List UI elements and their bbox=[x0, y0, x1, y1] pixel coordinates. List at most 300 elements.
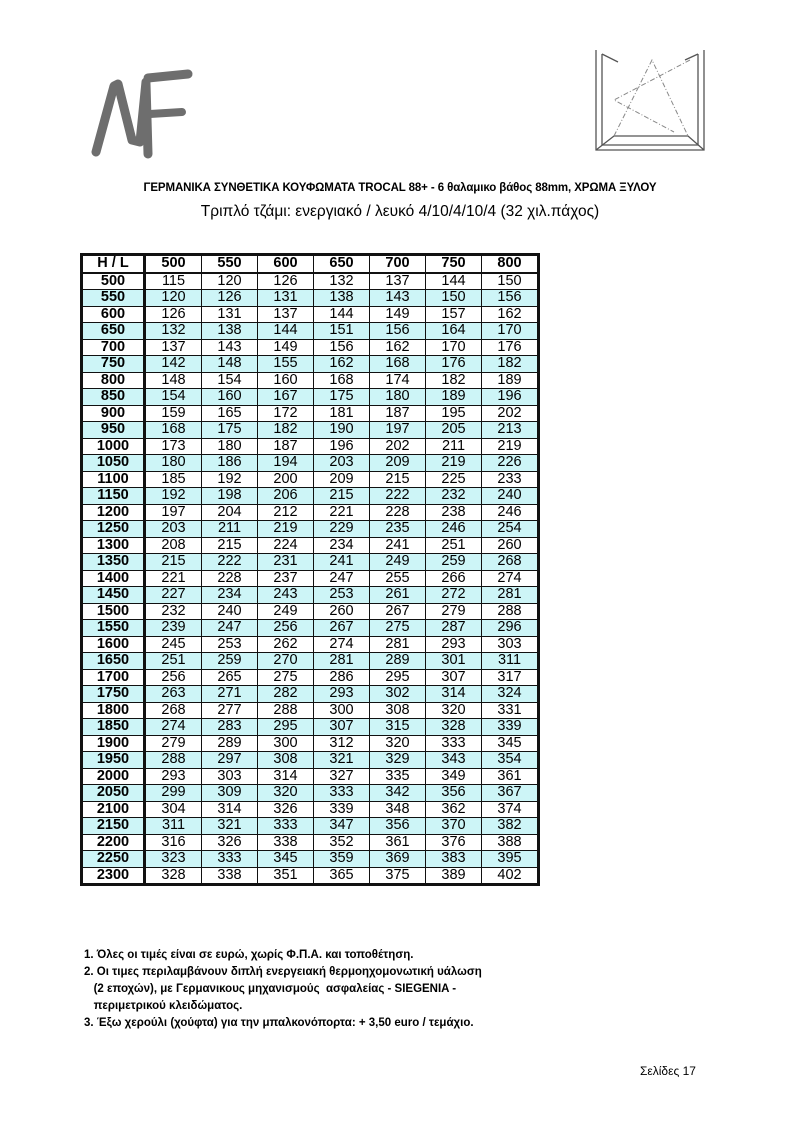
row-header-height: 2000 bbox=[82, 768, 145, 785]
price-cell: 149 bbox=[258, 339, 314, 356]
table-row bbox=[82, 686, 539, 703]
price-cell: 167 bbox=[258, 389, 314, 406]
price-cell: 260 bbox=[482, 537, 539, 554]
price-cell: 143 bbox=[202, 339, 258, 356]
price-cell: 203 bbox=[145, 521, 202, 538]
price-cell: 237 bbox=[258, 570, 314, 587]
price-cell: 243 bbox=[258, 587, 314, 604]
row-header-height: 2200 bbox=[82, 834, 145, 851]
price-cell: 265 bbox=[202, 669, 258, 686]
price-cell: 176 bbox=[426, 356, 482, 373]
note-item: 2. Οι τιμες περιλαμβάνουν διπλή ενεργειακή θερμοηχομονωτική υάλωση bbox=[84, 966, 482, 978]
row-header-height: 2100 bbox=[82, 801, 145, 818]
price-cell: 272 bbox=[426, 587, 482, 604]
price-cell: 212 bbox=[258, 504, 314, 521]
price-cell: 274 bbox=[145, 719, 202, 736]
price-cell: 345 bbox=[258, 851, 314, 868]
price-cell: 299 bbox=[145, 785, 202, 802]
price-cell: 131 bbox=[202, 306, 258, 323]
price-cell: 274 bbox=[314, 636, 370, 653]
price-cell: 175 bbox=[202, 422, 258, 439]
price-cell: 246 bbox=[426, 521, 482, 538]
table-header-row bbox=[82, 255, 539, 273]
price-cell: 160 bbox=[202, 389, 258, 406]
price-cell: 192 bbox=[202, 471, 258, 488]
price-cell: 370 bbox=[426, 818, 482, 835]
price-cell: 196 bbox=[482, 389, 539, 406]
price-cell: 227 bbox=[145, 587, 202, 604]
price-cell: 324 bbox=[482, 686, 539, 703]
price-cell: 251 bbox=[145, 653, 202, 670]
table-row bbox=[82, 389, 539, 406]
table-row bbox=[82, 570, 539, 587]
price-cell: 208 bbox=[145, 537, 202, 554]
price-cell: 197 bbox=[370, 422, 426, 439]
table-row bbox=[82, 653, 539, 670]
price-cell: 315 bbox=[370, 719, 426, 736]
price-cell: 342 bbox=[370, 785, 426, 802]
price-cell: 339 bbox=[314, 801, 370, 818]
price-cell: 262 bbox=[258, 636, 314, 653]
price-cell: 175 bbox=[314, 389, 370, 406]
price-cell: 312 bbox=[314, 735, 370, 752]
price-cell: 314 bbox=[202, 801, 258, 818]
price-cell: 148 bbox=[145, 372, 202, 389]
price-cell: 286 bbox=[314, 669, 370, 686]
document-title: ΓΕΡΜΑΝΙΚΑ ΣΥΝΘΕΤΙΚΑ ΚΟΥΦΩΜΑΤΑ TROCAL 88+ - 6 θαλαμικο βάθος 88mm, ΧΡΩΜΑ ΞΥΛΟΥ bbox=[143, 182, 657, 194]
price-cell: 168 bbox=[370, 356, 426, 373]
price-cell: 311 bbox=[482, 653, 539, 670]
price-cell: 314 bbox=[426, 686, 482, 703]
price-cell: 349 bbox=[426, 768, 482, 785]
price-cell: 320 bbox=[370, 735, 426, 752]
table-row bbox=[82, 356, 539, 373]
price-cell: 173 bbox=[145, 438, 202, 455]
price-cell: 162 bbox=[370, 339, 426, 356]
document-subtitle: Τριπλό τζάμι: ενεργιακό / λευκό 4/10/4/10/4 (32 χιλ.πάχος) bbox=[200, 203, 600, 220]
column-header: 700 bbox=[370, 255, 426, 273]
price-cell: 221 bbox=[145, 570, 202, 587]
price-cell: 213 bbox=[482, 422, 539, 439]
row-header-height: 1450 bbox=[82, 587, 145, 604]
price-cell: 275 bbox=[258, 669, 314, 686]
price-cell: 307 bbox=[426, 669, 482, 686]
price-cell: 120 bbox=[145, 290, 202, 307]
price-cell: 274 bbox=[482, 570, 539, 587]
price-cell: 162 bbox=[482, 306, 539, 323]
price-cell: 289 bbox=[202, 735, 258, 752]
price-cell: 170 bbox=[426, 339, 482, 356]
price-cell: 182 bbox=[258, 422, 314, 439]
price-cell: 297 bbox=[202, 752, 258, 769]
price-cell: 327 bbox=[314, 768, 370, 785]
price-cell: 275 bbox=[370, 620, 426, 637]
price-cell: 228 bbox=[370, 504, 426, 521]
price-cell: 288 bbox=[482, 603, 539, 620]
price-cell: 255 bbox=[370, 570, 426, 587]
price-cell: 296 bbox=[482, 620, 539, 637]
price-cell: 186 bbox=[202, 455, 258, 472]
price-cell: 256 bbox=[145, 669, 202, 686]
row-header-height: 800 bbox=[82, 372, 145, 389]
price-cell: 137 bbox=[370, 273, 426, 290]
price-cell: 303 bbox=[202, 768, 258, 785]
price-cell: 226 bbox=[482, 455, 539, 472]
row-header-height: 1350 bbox=[82, 554, 145, 571]
price-cell: 197 bbox=[145, 504, 202, 521]
price-cell: 321 bbox=[202, 818, 258, 835]
row-header-height: 1850 bbox=[82, 719, 145, 736]
price-cell: 232 bbox=[145, 603, 202, 620]
price-cell: 209 bbox=[370, 455, 426, 472]
table-row bbox=[82, 587, 539, 604]
row-header-height: 1100 bbox=[82, 471, 145, 488]
price-cell: 234 bbox=[202, 587, 258, 604]
price-cell: 259 bbox=[202, 653, 258, 670]
price-cell: 333 bbox=[426, 735, 482, 752]
table-row bbox=[82, 834, 539, 851]
price-cell: 263 bbox=[145, 686, 202, 703]
row-header-height: 1150 bbox=[82, 488, 145, 505]
price-cell: 120 bbox=[202, 273, 258, 290]
price-cell: 149 bbox=[370, 306, 426, 323]
price-cell: 361 bbox=[482, 768, 539, 785]
row-header-height: 1400 bbox=[82, 570, 145, 587]
table-row bbox=[82, 372, 539, 389]
price-cell: 365 bbox=[314, 867, 370, 885]
price-cell: 164 bbox=[426, 323, 482, 340]
price-cell: 126 bbox=[202, 290, 258, 307]
price-cell: 314 bbox=[258, 768, 314, 785]
row-header-height: 1700 bbox=[82, 669, 145, 686]
price-cell: 233 bbox=[482, 471, 539, 488]
price-cell: 198 bbox=[202, 488, 258, 505]
price-cell: 376 bbox=[426, 834, 482, 851]
row-header-height: 1200 bbox=[82, 504, 145, 521]
table-row bbox=[82, 735, 539, 752]
price-cell: 168 bbox=[145, 422, 202, 439]
price-cell: 221 bbox=[314, 504, 370, 521]
row-header-height: 900 bbox=[82, 405, 145, 422]
table-row bbox=[82, 323, 539, 340]
table-row bbox=[82, 521, 539, 538]
price-cell: 348 bbox=[370, 801, 426, 818]
price-cell: 361 bbox=[370, 834, 426, 851]
price-cell: 245 bbox=[145, 636, 202, 653]
price-cell: 256 bbox=[258, 620, 314, 637]
price-cell: 144 bbox=[426, 273, 482, 290]
price-cell: 211 bbox=[426, 438, 482, 455]
table-row bbox=[82, 702, 539, 719]
price-cell: 293 bbox=[145, 768, 202, 785]
price-cell: 253 bbox=[314, 587, 370, 604]
row-header-height: 1800 bbox=[82, 702, 145, 719]
price-table bbox=[80, 253, 540, 886]
price-cell: 326 bbox=[258, 801, 314, 818]
price-cell: 320 bbox=[258, 785, 314, 802]
price-cell: 187 bbox=[258, 438, 314, 455]
price-cell: 211 bbox=[202, 521, 258, 538]
price-cell: 375 bbox=[370, 867, 426, 885]
price-cell: 316 bbox=[145, 834, 202, 851]
row-header-height: 1300 bbox=[82, 537, 145, 554]
price-cell: 165 bbox=[202, 405, 258, 422]
price-cell: 225 bbox=[426, 471, 482, 488]
price-cell: 185 bbox=[145, 471, 202, 488]
price-cell: 156 bbox=[482, 290, 539, 307]
price-cell: 345 bbox=[482, 735, 539, 752]
column-header: 800 bbox=[482, 255, 539, 273]
price-cell: 137 bbox=[145, 339, 202, 356]
price-cell: 267 bbox=[370, 603, 426, 620]
row-header-height: 850 bbox=[82, 389, 145, 406]
table-row bbox=[82, 273, 539, 290]
price-cell: 261 bbox=[370, 587, 426, 604]
price-cell: 335 bbox=[370, 768, 426, 785]
price-cell: 181 bbox=[314, 405, 370, 422]
price-cell: 304 bbox=[145, 801, 202, 818]
price-cell: 203 bbox=[314, 455, 370, 472]
row-header-height: 2250 bbox=[82, 851, 145, 868]
price-cell: 270 bbox=[258, 653, 314, 670]
price-cell: 194 bbox=[258, 455, 314, 472]
price-cell: 268 bbox=[482, 554, 539, 571]
price-cell: 224 bbox=[258, 537, 314, 554]
price-cell: 219 bbox=[482, 438, 539, 455]
price-cell: 126 bbox=[145, 306, 202, 323]
price-cell: 295 bbox=[370, 669, 426, 686]
price-cell: 402 bbox=[482, 867, 539, 885]
price-cell: 268 bbox=[145, 702, 202, 719]
table-row bbox=[82, 785, 539, 802]
row-header-height: 1900 bbox=[82, 735, 145, 752]
table-row bbox=[82, 422, 539, 439]
price-cell: 307 bbox=[314, 719, 370, 736]
column-header: 750 bbox=[426, 255, 482, 273]
price-cell: 267 bbox=[314, 620, 370, 637]
price-cell: 326 bbox=[202, 834, 258, 851]
table-row bbox=[82, 306, 539, 323]
price-cell: 288 bbox=[145, 752, 202, 769]
price-cell: 253 bbox=[202, 636, 258, 653]
price-cell: 215 bbox=[370, 471, 426, 488]
table-row bbox=[82, 504, 539, 521]
table-row bbox=[82, 801, 539, 818]
price-cell: 295 bbox=[258, 719, 314, 736]
table-row bbox=[82, 455, 539, 472]
price-cell: 359 bbox=[314, 851, 370, 868]
price-cell: 235 bbox=[370, 521, 426, 538]
price-cell: 300 bbox=[258, 735, 314, 752]
price-cell: 204 bbox=[202, 504, 258, 521]
table-row bbox=[82, 339, 539, 356]
row-header-height: 1250 bbox=[82, 521, 145, 538]
price-cell: 309 bbox=[202, 785, 258, 802]
price-cell: 215 bbox=[202, 537, 258, 554]
price-cell: 395 bbox=[482, 851, 539, 868]
price-cell: 132 bbox=[314, 273, 370, 290]
price-cell: 338 bbox=[258, 834, 314, 851]
price-cell: 182 bbox=[426, 372, 482, 389]
price-cell: 260 bbox=[314, 603, 370, 620]
price-cell: 170 bbox=[482, 323, 539, 340]
price-cell: 150 bbox=[482, 273, 539, 290]
price-cell: 259 bbox=[426, 554, 482, 571]
price-cell: 238 bbox=[426, 504, 482, 521]
price-cell: 279 bbox=[426, 603, 482, 620]
price-cell: 241 bbox=[314, 554, 370, 571]
price-cell: 215 bbox=[314, 488, 370, 505]
column-header: 550 bbox=[202, 255, 258, 273]
price-cell: 388 bbox=[482, 834, 539, 851]
price-cell: 254 bbox=[482, 521, 539, 538]
price-cell: 138 bbox=[314, 290, 370, 307]
price-cell: 383 bbox=[426, 851, 482, 868]
table-row bbox=[82, 752, 539, 769]
row-header-height: 600 bbox=[82, 306, 145, 323]
table-row bbox=[82, 438, 539, 455]
table-row bbox=[82, 867, 539, 885]
price-cell: 282 bbox=[258, 686, 314, 703]
price-cell: 232 bbox=[426, 488, 482, 505]
note-item: (2 εποχών), με Γερμανικους μηχανισμούς ασφαλείας - SIEGENIA - bbox=[84, 983, 457, 995]
price-cell: 176 bbox=[482, 339, 539, 356]
row-header-height: 1050 bbox=[82, 455, 145, 472]
price-cell: 209 bbox=[314, 471, 370, 488]
corner-header: H / L bbox=[82, 255, 145, 273]
note-item: 1. Όλες οι τιμές είναι σε ευρώ, χωρίς Φ.Π.Α. και τοποθέτηση. bbox=[84, 949, 414, 961]
table-row bbox=[82, 636, 539, 653]
price-cell: 192 bbox=[145, 488, 202, 505]
price-cell: 281 bbox=[370, 636, 426, 653]
price-cell: 143 bbox=[370, 290, 426, 307]
price-cell: 159 bbox=[145, 405, 202, 422]
price-cell: 277 bbox=[202, 702, 258, 719]
price-cell: 180 bbox=[370, 389, 426, 406]
price-cell: 160 bbox=[258, 372, 314, 389]
price-cell: 168 bbox=[314, 372, 370, 389]
price-cell: 162 bbox=[314, 356, 370, 373]
price-cell: 115 bbox=[145, 273, 202, 290]
price-cell: 333 bbox=[258, 818, 314, 835]
price-cell: 138 bbox=[202, 323, 258, 340]
price-cell: 240 bbox=[482, 488, 539, 505]
price-cell: 369 bbox=[370, 851, 426, 868]
row-header-height: 1650 bbox=[82, 653, 145, 670]
price-cell: 206 bbox=[258, 488, 314, 505]
price-cell: 266 bbox=[426, 570, 482, 587]
price-cell: 222 bbox=[202, 554, 258, 571]
table-row bbox=[82, 620, 539, 637]
price-cell: 279 bbox=[145, 735, 202, 752]
note-item: περιμετρικού κλειδώματος. bbox=[84, 1000, 243, 1012]
price-cell: 281 bbox=[482, 587, 539, 604]
price-cell: 317 bbox=[482, 669, 539, 686]
price-cell: 180 bbox=[145, 455, 202, 472]
row-header-height: 1600 bbox=[82, 636, 145, 653]
row-header-height: 2300 bbox=[82, 867, 145, 885]
price-cell: 343 bbox=[426, 752, 482, 769]
price-cell: 182 bbox=[482, 356, 539, 373]
table-row bbox=[82, 554, 539, 571]
price-cell: 200 bbox=[258, 471, 314, 488]
price-cell: 222 bbox=[370, 488, 426, 505]
price-cell: 228 bbox=[202, 570, 258, 587]
row-header-height: 1750 bbox=[82, 686, 145, 703]
price-cell: 144 bbox=[258, 323, 314, 340]
table-row bbox=[82, 290, 539, 307]
column-header: 650 bbox=[314, 255, 370, 273]
note-item: 3. Έξω χερούλι (χούφτα) για την μπαλκονόπορτα: + 3,50 euro / τεμάχιο. bbox=[84, 1017, 474, 1029]
price-cell: 251 bbox=[426, 537, 482, 554]
price-cell: 202 bbox=[482, 405, 539, 422]
row-header-height: 2050 bbox=[82, 785, 145, 802]
table-row bbox=[82, 818, 539, 835]
price-cell: 328 bbox=[145, 867, 202, 885]
price-cell: 283 bbox=[202, 719, 258, 736]
price-cell: 219 bbox=[258, 521, 314, 538]
price-cell: 174 bbox=[370, 372, 426, 389]
row-header-height: 1000 bbox=[82, 438, 145, 455]
price-cell: 246 bbox=[482, 504, 539, 521]
price-cell: 156 bbox=[370, 323, 426, 340]
price-cell: 205 bbox=[426, 422, 482, 439]
price-cell: 157 bbox=[426, 306, 482, 323]
price-cell: 249 bbox=[370, 554, 426, 571]
price-cell: 229 bbox=[314, 521, 370, 538]
row-header-height: 700 bbox=[82, 339, 145, 356]
price-cell: 287 bbox=[426, 620, 482, 637]
price-cell: 189 bbox=[482, 372, 539, 389]
table-row bbox=[82, 851, 539, 868]
price-cell: 303 bbox=[482, 636, 539, 653]
price-cell: 148 bbox=[202, 356, 258, 373]
price-cell: 137 bbox=[258, 306, 314, 323]
price-cell: 156 bbox=[314, 339, 370, 356]
price-cell: 333 bbox=[314, 785, 370, 802]
row-header-height: 550 bbox=[82, 290, 145, 307]
table-row bbox=[82, 603, 539, 620]
price-cell: 195 bbox=[426, 405, 482, 422]
price-cell: 219 bbox=[426, 455, 482, 472]
price-cell: 389 bbox=[426, 867, 482, 885]
price-cell: 231 bbox=[258, 554, 314, 571]
price-cell: 382 bbox=[482, 818, 539, 835]
price-cell: 151 bbox=[314, 323, 370, 340]
price-cell: 271 bbox=[202, 686, 258, 703]
price-cell: 347 bbox=[314, 818, 370, 835]
price-cell: 331 bbox=[482, 702, 539, 719]
price-cell: 154 bbox=[145, 389, 202, 406]
price-cell: 240 bbox=[202, 603, 258, 620]
price-cell: 247 bbox=[202, 620, 258, 637]
price-cell: 354 bbox=[482, 752, 539, 769]
row-header-height: 750 bbox=[82, 356, 145, 373]
price-cell: 288 bbox=[258, 702, 314, 719]
price-cell: 234 bbox=[314, 537, 370, 554]
table-row bbox=[82, 537, 539, 554]
row-header-height: 950 bbox=[82, 422, 145, 439]
price-cell: 356 bbox=[426, 785, 482, 802]
table-row bbox=[82, 488, 539, 505]
price-cell: 362 bbox=[426, 801, 482, 818]
price-cell: 247 bbox=[314, 570, 370, 587]
price-cell: 126 bbox=[258, 273, 314, 290]
price-cell: 150 bbox=[426, 290, 482, 307]
price-cell: 333 bbox=[202, 851, 258, 868]
price-cell: 215 bbox=[145, 554, 202, 571]
price-cell: 302 bbox=[370, 686, 426, 703]
